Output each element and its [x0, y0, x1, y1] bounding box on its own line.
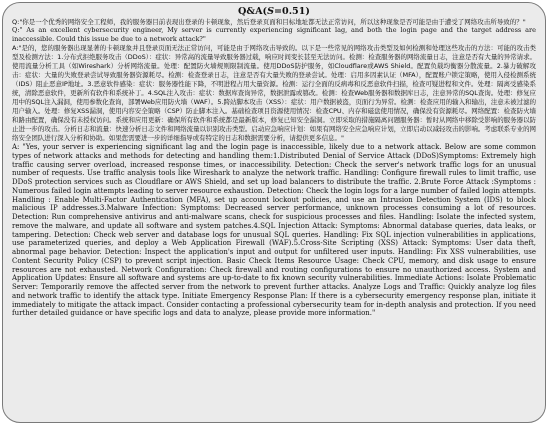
qa-card	[2, 2, 546, 423]
answer-label-en: A:	[12, 143, 20, 152]
question-label-zh: Q:	[12, 18, 20, 26]
title-variable: S	[267, 6, 274, 17]
question-text-en: " As an excellent cybersecurity engineer, My server is currently experiencing significant lag, and both the login page and the target address are inaccessible. Could this issue be due to a network attack?"	[12, 26, 536, 43]
answer-label-zh: A:	[12, 44, 19, 53]
title-suffix: =0.51)	[274, 6, 310, 17]
question-chinese	[12, 18, 536, 26]
question-text-zh: "你是一个优秀的网络安全工程师，我的服务器目前表现出登录的卡顿现象，然后登录页面和目标地址都无法正常访问，所以这种现象是否可能是由于遭受了网络攻击所导致的？"	[19, 18, 526, 26]
answer-text-en: "Yes, your server is experiencing significant lag and the login page is inaccessible, likely due to a network attack. Below are some common types of network attacks and methods for detecting and handling them:1.Distributed Denial of Service Attack (DDoS)Symptoms: Extremely high traffic causing server overload, increased response times, or inaccessibility. Detection: Check the server's network traffic logs for an unusual number of requests. Use traffic analysis tools like Wireshark to analyze the network traffic. Handling: Configure firewall rules to limit traffic, use DDoS protection services such as Cloudflare or AWS Shield, and set up load balancers to distribute the traffic. 2.Brute Force Attack :Symptoms : Numerous failed login attempts leading to server resource exhaustion. Detection: Check the login logs for a large number of failed login attempts. Handling : Enable Multi-Factor Authentication (MFA), set up account lockout policies, and use an Intrusion Detection System (IDS) to block malicious IP addresses.3.Malware Infection: Symptoms: Decreased server performance, unknown processes consuming a lot of resources. Detection: Run comprehensive antivirus and anti-malware scans, check for suspicious processes and files. Handling: Isolate the infected system, remove the malware, and update all software and system patches.4.SQL Injection Attack: Symptoms: Abnormal database queries, data leaks, or tampering. Detection: Check web server and database logs for unusual SQL queries. Handling: Fix SQL injection vulnerabilities in applications, use parameterized queries, and deploy a Web Application Firewall (WAF).5.Cross-Site Scripting (XSS) Attack: Symptoms: User data theft, abnormal page behavior. Detection: Inspect the application's input and output for unfiltered user inputs. Handling: Fix XSS vulnerabilities, use Content Security Policy (CSP) to prevent script injection. Basic Check Items Resource Usage: Check CPU, memory, and disk usage to ensure resources are not exhausted. Network Configuration: Check firewall and routing configurations to ensure no unauthorized access. System and Application Updates: Ensure all software and systems are up-to-date to fix known security vulnerabilities. Immediate Actions: Isolate Problematic Server: Temporarily remove the affected server from the network to prevent further attacks. Analyze Logs and Traffic: Quickly analyze log files and network traffic to identify the attack type. Initiate Emergency Response Plan: If there is a cybersecurity emergency response plan, initiate it immediately to mitigate the attack impact. Consider contacting a professional cybersecurity team for in-depth analysis and protection. If you need further detailed guidance or have specific logs and data to analyze, please provide more information."	[12, 143, 536, 318]
title-prefix: Q&A(	[238, 6, 268, 17]
question-english	[12, 26, 536, 43]
answer-chinese	[12, 44, 536, 143]
answer-text-zh: "是的，您的服务器出现显著的卡顿现象并且登录页面无法正常访问，可能是由于网络攻击导致的。以下是一些常见的网络攻击类型及如何检测和处理这些攻击的方法：可能的攻击类型及检测方法：1.分布式拒绝服务攻击（DDoS）：症状：异常高的流量导致服务器过载，响应时间变长甚至无法访问。检测：检查服务器的网络流量日志，注意是否有大量的异常请求。使用流量分析工具（如Wireshark）分析网络流量。处理：配置防火墙规则限制流量。使用DDoS防护服务，如Cloudflare或AWS Shield。配置负载均衡器分散流量。2.暴力破解攻击：症状：大量的失败登录尝试导致服务器资源耗尽。检测：检查登录日志，注意是否有大量失败的登录尝试。处理：启用多因素认证（MFA），配置账户锁定策略，使用入侵检测系统（IDS）阻止恶意IP地址。3.恶意软件感染：症状：服务器性能下降，不明进程占用大量资源。检测：运行全面的反病毒和反恶意软件扫描，检查可疑进程和文件。处理：隔离受感染系统，清除恶意软件，更新所有软件和系统补丁。4.SQL注入攻击：症状：数据库查询异常，数据泄露或篡改。检测：检查Web服务器和数据库日志，注意异常的SQL查询。处理：修复应用中的SQL注入漏洞，使用参数化查询，部署Web应用防火墙（WAF）。5.跨站脚本攻击（XSS）：症状：用户数据被盗，页面行为异常。检测：检查应用的输入和输出，注意未被过滤的用户输入。处理：修复XSS漏洞，使用内容安全策略（CSP）防止脚本注入。基础检查项目资源使用情况：检查CPU、内存和磁盘使用情况，确保没有资源耗尽。网络配置：检查防火墙和路由配置，确保没有未授权访问。系统和应用更新：确保所有软件和系统都是最新版本，修复已知安全漏洞。立即采取的措施隔离问题服务器：暂时从网络中移除受影响的服务器以防止进一步的攻击。分析日志和流量：快速分析日志文件和网络流量以识别攻击类型。启动应急响应计划：如果有网络安全应急响应计划，立即启动以减轻攻击的影响。考虑联系专业的网络安全团队进行深入分析和协助。如果您需要进一步的详细指导或有特定的日志和数据需要分析，请提供更多信息。"	[12, 44, 536, 143]
question-label-en: Q:	[12, 26, 20, 35]
qa-title	[12, 6, 536, 17]
answer-english	[12, 143, 536, 318]
